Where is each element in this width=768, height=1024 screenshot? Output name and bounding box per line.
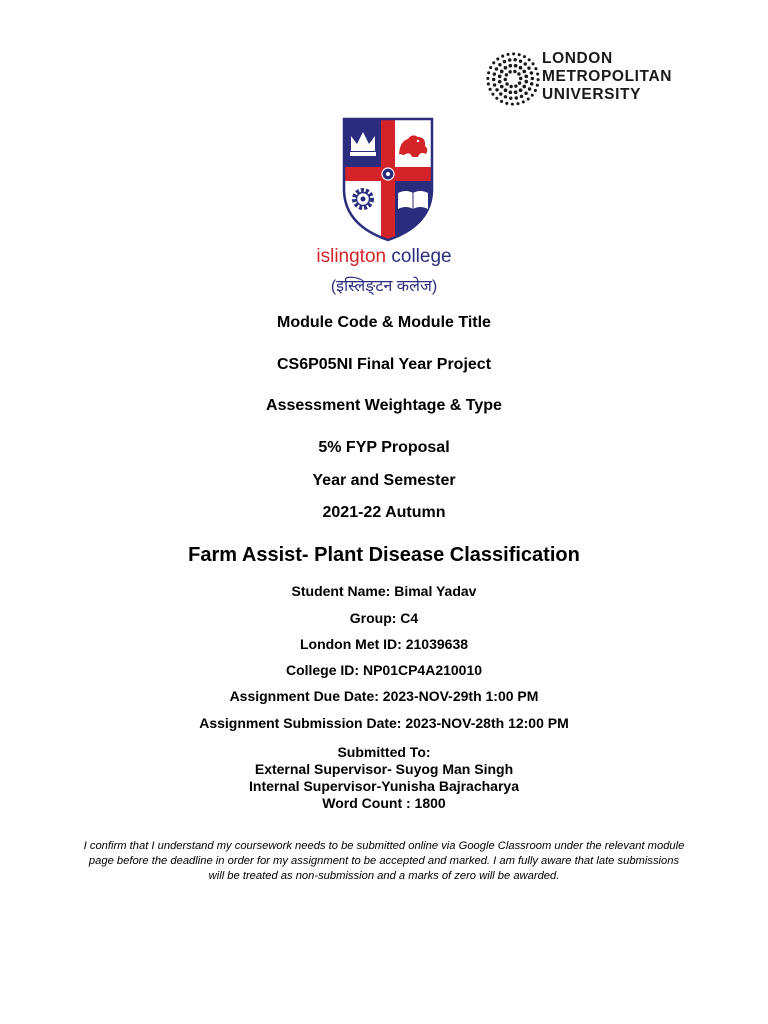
group: Group: C4 — [349, 610, 419, 626]
college-crest-icon — [342, 117, 434, 242]
submitted-to: Submitted To: — [337, 744, 431, 760]
book-icon — [398, 191, 428, 209]
year-heading: Year and Semester — [312, 472, 456, 489]
lmu-line-3: UNIVERSITY — [542, 86, 642, 103]
project-title: Farm Assist- Plant Disease Classification — [188, 544, 580, 566]
disclaimer-text: I confirm that I understand my coursework needs to be submitted online via Google Classroom under the relevant module page before the deadline in order for my assignment to be accepted and marked. I am fully aware that late submissions will be treated as non-submission and a marks of zero will be awarded. — [83, 840, 685, 882]
london-met-id: London Met ID: 21039638 — [299, 636, 469, 652]
internal-supervisor: Internal Supervisor-Yunisha Bajracharya — [249, 778, 519, 794]
college-name-second: college — [391, 246, 452, 267]
lmu-line-2: METROPOLITAN — [542, 68, 673, 85]
college-name-devanagari: (इस्लिङ्टन कलेज) — [330, 278, 438, 295]
london-met-logo — [484, 46, 684, 106]
submission-date: Assignment Submission Date: 2023-NOV-28th 12:00 PM — [199, 715, 569, 731]
submission-block — [0, 744, 768, 812]
external-supervisor: External Supervisor- Suyog Man Singh — [254, 761, 514, 777]
year-value: 2021-22 Autumn — [322, 504, 446, 521]
due-date: Assignment Due Date: 2023-NOV-29th 1:00 PM — [229, 688, 539, 704]
student-name: Student Name: Bimal Yadav — [291, 583, 477, 599]
lmu-wordmark — [542, 50, 672, 104]
college-id: College ID: NP01CP4A210010 — [285, 662, 483, 678]
assessment-value: 5% FYP Proposal — [318, 439, 450, 456]
lmu-dot-ring-icon — [484, 50, 542, 108]
college-name-initial: i — [316, 246, 321, 267]
lmu-line-1: LONDON — [542, 50, 613, 67]
center-gear-icon — [382, 168, 394, 180]
word-count: Word Count : 1800 — [322, 795, 446, 811]
assessment-heading: Assessment Weightage & Type — [266, 397, 502, 414]
college-name-first: slington — [320, 246, 387, 267]
college-name — [0, 246, 768, 268]
module-value: CS6P05NI Final Year Project — [276, 356, 492, 373]
module-heading: Module Code & Module Title — [277, 314, 491, 331]
